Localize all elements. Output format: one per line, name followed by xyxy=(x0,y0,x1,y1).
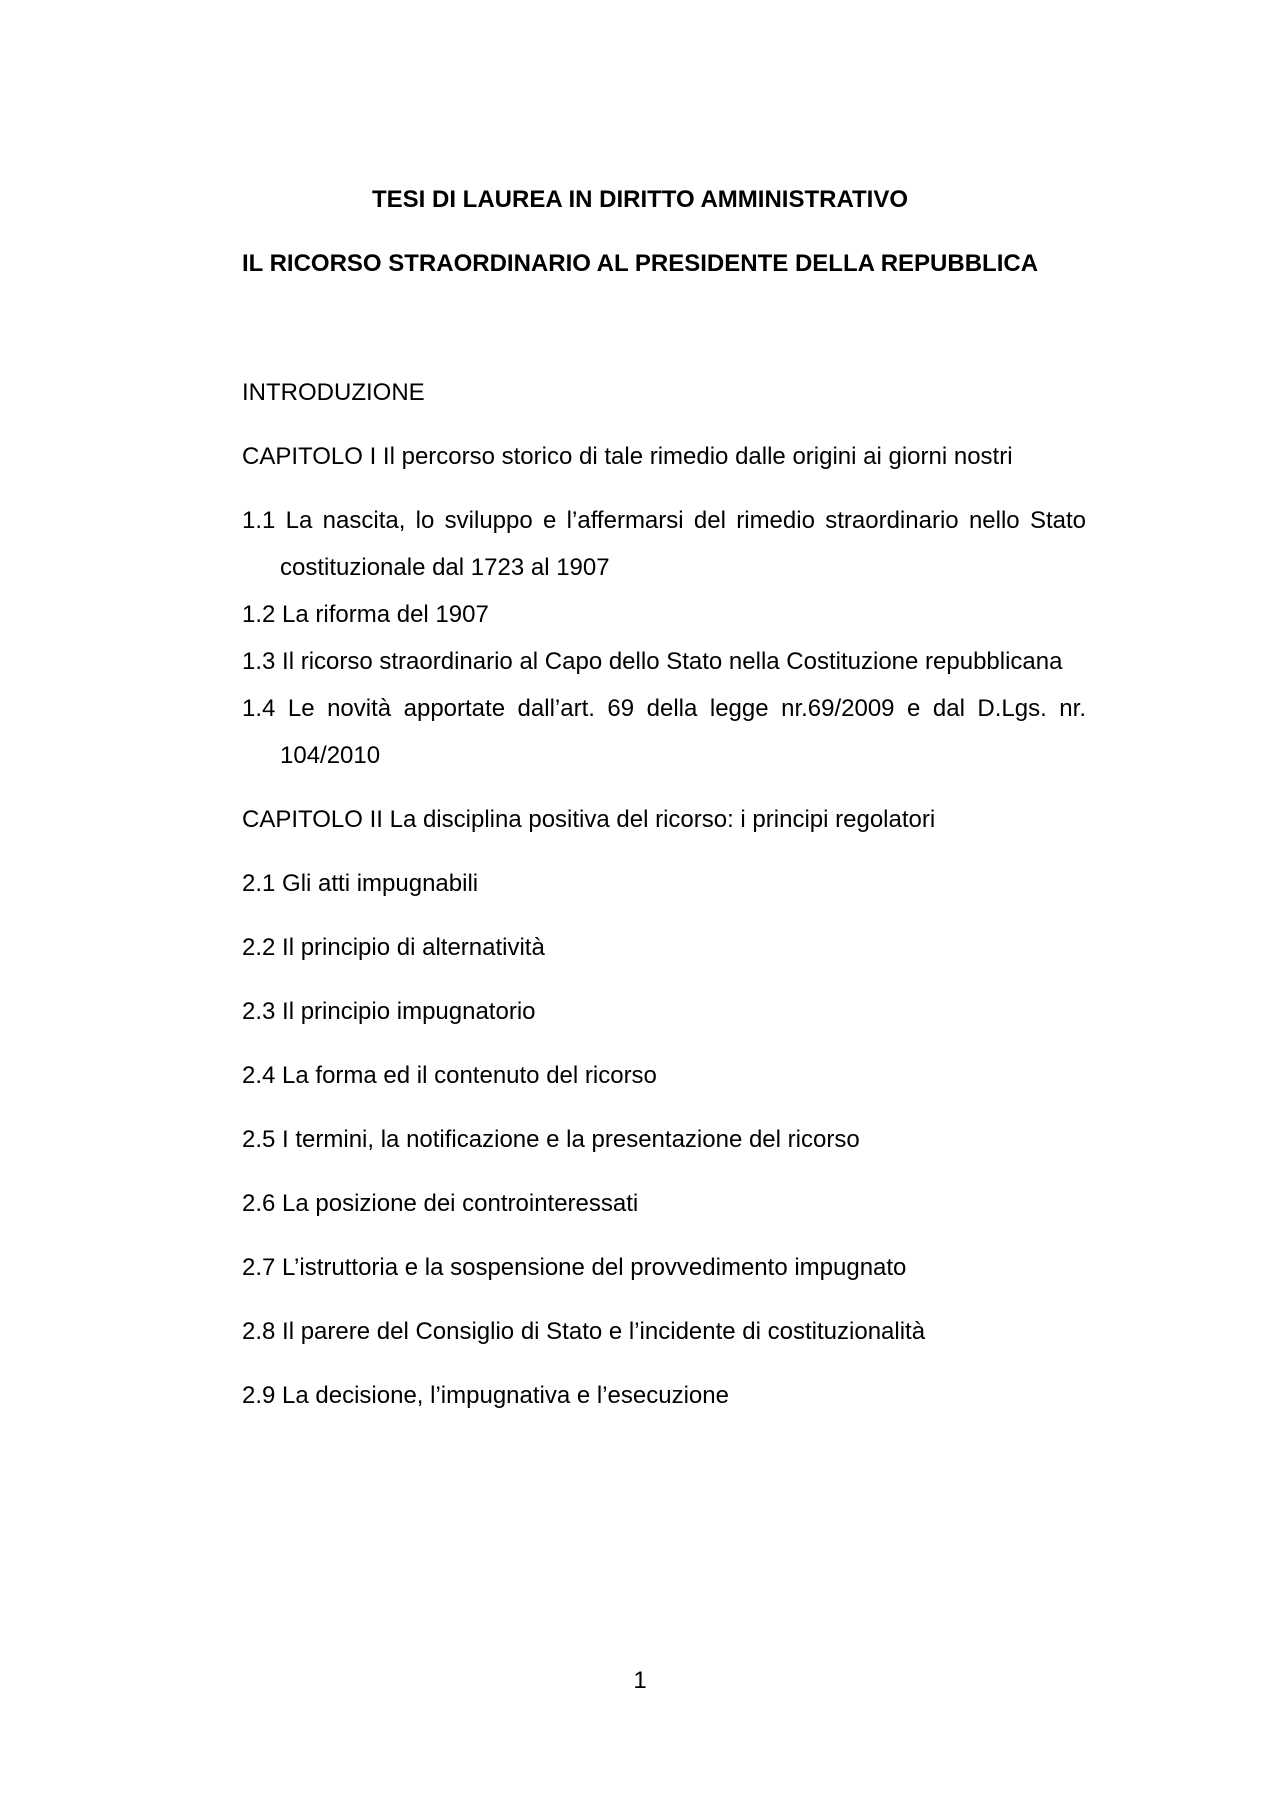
thesis-subtitle: IL RICORSO STRAORDINARIO AL PRESIDENTE DELLA REPUBBLICA xyxy=(242,250,1039,277)
toc-chapter-1-heading: CAPITOLO I Il percorso storico di tale rimedio dalle origini ai giorni nostri xyxy=(242,443,1013,470)
toc-section-2-7: 2.7 L’istruttoria e la sospensione del provvedimento impugnato xyxy=(242,1254,907,1281)
toc-section-2-8: 2.8 Il parere del Consiglio di Stato e l’incidente di costituzionalità xyxy=(242,1318,926,1345)
toc-section-2-9: 2.9 La decisione, l’impugnativa e l’esecuzione xyxy=(242,1382,729,1409)
toc-section-1-2: 1.2 La riforma del 1907 xyxy=(242,601,489,628)
toc-section-2-5: 2.5 I termini, la notificazione e la presentazione del ricorso xyxy=(242,1126,860,1153)
toc-chapter-2-heading: CAPITOLO II La disciplina positiva del ricorso: i principi regolatori xyxy=(242,806,936,833)
toc-section-1-4-continuation: 104/2010 xyxy=(280,742,381,769)
toc-section-2-1: 2.1 Gli atti impugnabili xyxy=(242,870,479,897)
thesis-title: TESI DI LAUREA IN DIRITTO AMMINISTRATIVO xyxy=(372,186,908,213)
toc-section-2-6: 2.6 La posizione dei controinteressati xyxy=(242,1190,639,1217)
toc-introduction: INTRODUZIONE xyxy=(242,379,425,406)
toc-section-1-1: 1.1 La nascita, lo sviluppo e l’affermarsi del rimedio straordinario nello Stato xyxy=(242,507,1086,534)
toc-section-1-1-continuation: costituzionale dal 1723 al 1907 xyxy=(280,554,610,581)
toc-section-2-3: 2.3 Il principio impugnatorio xyxy=(242,998,536,1025)
toc-section-1-4: 1.4 Le novità apportate dall’art. 69 della legge nr.69/2009 e dal D.Lgs. nr. xyxy=(242,695,1086,722)
page-number: 1 xyxy=(633,1667,647,1694)
toc-section-2-2: 2.2 Il principio di alternatività xyxy=(242,934,545,961)
toc-section-1-3: 1.3 Il ricorso straordinario al Capo dello Stato nella Costituzione repubblicana xyxy=(242,648,1063,675)
toc-section-2-4: 2.4 La forma ed il contenuto del ricorso xyxy=(242,1062,657,1089)
